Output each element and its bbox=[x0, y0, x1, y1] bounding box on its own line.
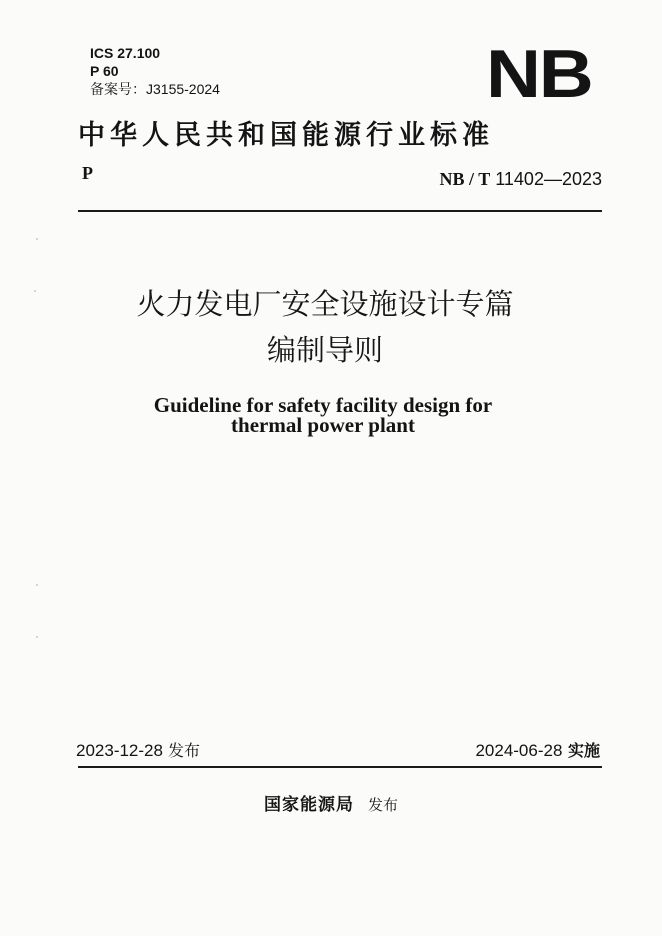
header-divider bbox=[78, 210, 602, 212]
english-title-line-1: Guideline for safety facility design for bbox=[153, 393, 493, 417]
industry-standard-title: 中华人民共和国能源行业标准 bbox=[78, 120, 494, 151]
implementation-date-value: 2024-06-28 bbox=[475, 741, 563, 760]
publisher-organization: 国家能源局 bbox=[263, 795, 354, 815]
implementation-date-label: 实施 bbox=[562, 741, 600, 760]
category-code: P 60 bbox=[90, 63, 119, 79]
standard-number-value: 11402—2023 bbox=[490, 169, 602, 189]
scan-mark bbox=[36, 584, 38, 586]
record-number: 备案号：J3155-2024 bbox=[90, 81, 220, 97]
publisher-action: 发布 bbox=[367, 796, 398, 814]
scan-mark bbox=[36, 238, 38, 240]
publisher-line bbox=[0, 794, 662, 816]
standard-number-prefix: NB / T bbox=[439, 169, 491, 189]
standard-number bbox=[440, 168, 602, 190]
implementation-date bbox=[475, 740, 600, 762]
issue-date-label: 发布 bbox=[162, 741, 201, 760]
classification-block bbox=[90, 44, 220, 98]
footer-divider bbox=[78, 766, 602, 768]
nb-logo: NB bbox=[486, 36, 592, 112]
english-title-line-2: thermal power plant bbox=[231, 413, 415, 437]
scan-mark bbox=[34, 290, 36, 292]
category-letter: P bbox=[82, 163, 93, 183]
issue-date-value: 2023-12-28 bbox=[76, 741, 163, 760]
issue-date bbox=[76, 740, 200, 762]
chinese-title-line-1: 火力发电厂安全设施设计专篇 bbox=[136, 287, 514, 321]
ics-code: ICS 27.100 bbox=[90, 45, 161, 61]
chinese-title-line-2: 编制导则 bbox=[266, 333, 383, 367]
scan-mark bbox=[36, 636, 38, 638]
